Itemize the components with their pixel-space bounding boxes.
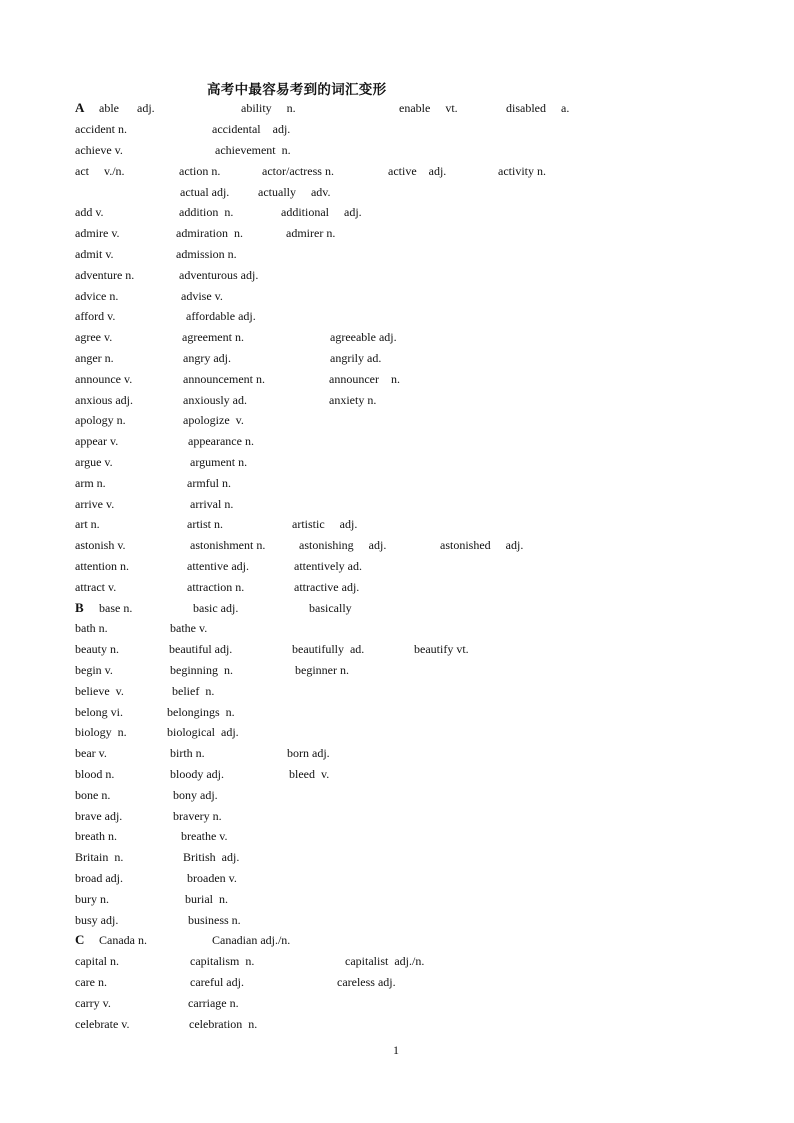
vocab-row	[0, 100, 794, 118]
word-form: attentive adj.	[187, 559, 249, 573]
word-form: armful n.	[187, 476, 231, 490]
word-form: astonishment n.	[190, 538, 266, 552]
word-form: bathe v.	[170, 621, 208, 635]
page-title: 高考中最容易考到的词汇变形	[207, 82, 387, 97]
word-form: actually adv.	[258, 185, 331, 199]
vocab-row	[0, 454, 794, 472]
vocab-row	[0, 496, 794, 514]
vocab-row	[0, 288, 794, 306]
word-form: astonished adj.	[440, 538, 524, 552]
word-form: able adj.	[99, 101, 155, 115]
word-form: anxiously ad.	[183, 393, 247, 407]
vocab-row	[0, 350, 794, 368]
word-form: celebrate v.	[75, 1017, 130, 1031]
word-form: belief n.	[172, 684, 215, 698]
word-form: agreement n.	[182, 330, 244, 344]
word-form: additional adj.	[281, 205, 362, 219]
word-form: busy adj.	[75, 913, 119, 927]
word-form: actual adj.	[180, 185, 230, 199]
vocab-row	[0, 724, 794, 742]
vocab-row	[0, 225, 794, 243]
word-form: achieve v.	[75, 143, 123, 157]
vocab-row	[0, 600, 794, 618]
vocab-row	[0, 163, 794, 181]
vocab-row	[0, 412, 794, 430]
vocab-row	[0, 433, 794, 451]
word-form: admire v.	[75, 226, 120, 240]
word-form: angry adj.	[183, 351, 231, 365]
vocab-row	[0, 516, 794, 534]
word-form: appearance n.	[188, 434, 254, 448]
word-form: adventurous adj.	[179, 268, 259, 282]
word-form: apology n.	[75, 413, 126, 427]
vocab-row	[0, 1016, 794, 1034]
word-form: astonish v.	[75, 538, 126, 552]
word-form: argue v.	[75, 455, 113, 469]
word-form: carriage n.	[188, 996, 239, 1010]
word-form: bloody adj.	[170, 767, 224, 781]
word-form: angrily ad.	[330, 351, 382, 365]
word-form: active adj.	[388, 164, 447, 178]
word-form: admission n.	[176, 247, 237, 261]
word-form: belong vi.	[75, 705, 123, 719]
word-form: anger n.	[75, 351, 114, 365]
word-form: announce v.	[75, 372, 133, 386]
word-form: artist n.	[187, 517, 223, 531]
word-form: belongings n.	[167, 705, 235, 719]
vocab-row	[0, 558, 794, 576]
word-form: British adj.	[183, 850, 240, 864]
vocab-row	[0, 267, 794, 285]
word-form: blood n.	[75, 767, 115, 781]
vocab-row	[0, 246, 794, 264]
word-form: disabled a.	[506, 101, 570, 115]
vocab-row	[0, 828, 794, 846]
word-form: anxiety n.	[329, 393, 377, 407]
word-form: arrival n.	[190, 497, 234, 511]
word-form: adventure n.	[75, 268, 135, 282]
word-form: Canada n.	[99, 933, 147, 947]
word-form: addition n.	[179, 205, 234, 219]
vocab-row	[0, 953, 794, 971]
vocab-row	[0, 204, 794, 222]
word-form: arm n.	[75, 476, 106, 490]
vocab-row	[0, 121, 794, 139]
word-form: broaden v.	[187, 871, 237, 885]
word-form: beautify vt.	[414, 642, 469, 656]
word-form: appear v.	[75, 434, 119, 448]
word-form: announcement n.	[183, 372, 265, 386]
vocab-row	[0, 142, 794, 160]
word-form: bleed v.	[289, 767, 330, 781]
word-form: afford v.	[75, 309, 116, 323]
word-form: capitalist adj./n.	[345, 954, 425, 968]
vocab-row	[0, 808, 794, 826]
word-form: action n.	[179, 164, 221, 178]
word-form: beauty n.	[75, 642, 119, 656]
word-form: capitalism n.	[190, 954, 255, 968]
word-form: actor/actress n.	[262, 164, 334, 178]
vocab-row	[0, 537, 794, 555]
word-form: agree v.	[75, 330, 113, 344]
vocab-row	[0, 662, 794, 680]
vocab-row	[0, 932, 794, 950]
word-form: beautiful adj.	[169, 642, 233, 656]
word-form: admiration n.	[176, 226, 243, 240]
word-form: business n.	[188, 913, 241, 927]
word-form: beautifully ad.	[292, 642, 365, 656]
word-form: broad adj.	[75, 871, 123, 885]
word-form: ability n.	[241, 101, 296, 115]
vocab-row	[0, 787, 794, 805]
word-form: carry v.	[75, 996, 111, 1010]
word-form: act v./n.	[75, 164, 125, 178]
vocab-row	[0, 683, 794, 701]
word-form: advise v.	[181, 289, 223, 303]
word-form: burial n.	[185, 892, 228, 906]
word-form: capital n.	[75, 954, 119, 968]
word-form: careless adj.	[337, 975, 396, 989]
section-letter: B	[75, 600, 84, 615]
word-form: attentively ad.	[294, 559, 362, 573]
word-form: careful adj.	[190, 975, 244, 989]
word-form: enable vt.	[399, 101, 458, 115]
word-form: arrive v.	[75, 497, 115, 511]
word-form: begin v.	[75, 663, 113, 677]
vocab-row	[0, 184, 794, 202]
word-form: artistic adj.	[292, 517, 358, 531]
vocab-row	[0, 641, 794, 659]
word-form: bravery n.	[173, 809, 222, 823]
word-form: basic adj.	[193, 601, 239, 615]
vocab-row	[0, 475, 794, 493]
word-form: bony adj.	[173, 788, 218, 802]
word-form: attention n.	[75, 559, 129, 573]
word-form: bone n.	[75, 788, 111, 802]
word-form: astonishing adj.	[299, 538, 387, 552]
word-form: activity n.	[498, 164, 546, 178]
vocab-row	[0, 974, 794, 992]
word-form: Britain n.	[75, 850, 124, 864]
vocab-row	[0, 745, 794, 763]
word-form: Canadian adj./n.	[212, 933, 291, 947]
word-form: agreeable adj.	[330, 330, 397, 344]
word-form: basically	[309, 601, 352, 615]
word-form: breath n.	[75, 829, 117, 843]
word-form: apologize v.	[183, 413, 244, 427]
vocab-row	[0, 891, 794, 909]
word-form: biology n.	[75, 725, 127, 739]
word-form: bath n.	[75, 621, 108, 635]
vocab-row	[0, 329, 794, 347]
vocab-row	[0, 308, 794, 326]
word-form: bury n.	[75, 892, 109, 906]
word-form: beginning n.	[170, 663, 233, 677]
vocab-row	[0, 766, 794, 784]
vocab-row	[0, 371, 794, 389]
word-form: announcer n.	[329, 372, 400, 386]
word-form: bear v.	[75, 746, 107, 760]
word-form: accidental adj.	[212, 122, 291, 136]
vocab-row	[0, 620, 794, 638]
word-form: accident n.	[75, 122, 127, 136]
section-letter: C	[75, 932, 85, 947]
word-form: born adj.	[287, 746, 330, 760]
word-form: admirer n.	[286, 226, 336, 240]
vocab-row	[0, 870, 794, 888]
word-form: beginner n.	[295, 663, 349, 677]
word-form: argument n.	[190, 455, 248, 469]
word-form: affordable adj.	[186, 309, 256, 323]
word-form: breathe v.	[181, 829, 228, 843]
word-form: celebration n.	[189, 1017, 258, 1031]
vocab-row	[0, 912, 794, 930]
vocab-row	[0, 995, 794, 1013]
word-form: anxious adj.	[75, 393, 133, 407]
word-form: believe v.	[75, 684, 124, 698]
word-form: add v.	[75, 205, 104, 219]
word-form: attract v.	[75, 580, 117, 594]
vocab-row	[0, 704, 794, 722]
section-letter: A	[75, 100, 85, 115]
word-form: admit v.	[75, 247, 114, 261]
word-form: art n.	[75, 517, 100, 531]
vocab-row	[0, 392, 794, 410]
vocab-row	[0, 579, 794, 597]
word-form: birth n.	[170, 746, 205, 760]
word-form: attractive adj.	[294, 580, 360, 594]
word-form: care n.	[75, 975, 107, 989]
word-form: advice n.	[75, 289, 119, 303]
page-number: 1	[393, 1043, 399, 1057]
vocab-row	[0, 849, 794, 867]
word-form: brave adj.	[75, 809, 123, 823]
word-form: base n.	[99, 601, 133, 615]
word-form: achievement n.	[215, 143, 291, 157]
word-form: biological adj.	[167, 725, 239, 739]
word-form: attraction n.	[187, 580, 245, 594]
